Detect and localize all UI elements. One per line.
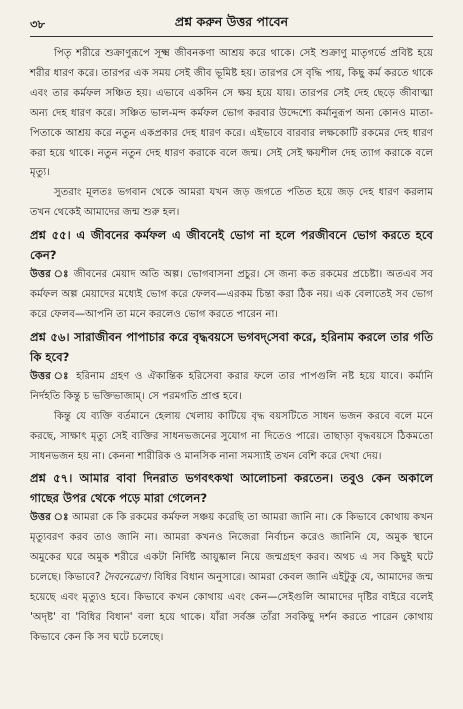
- answer-55-text: জীবনের মেয়াদ অতি অল্প। ভোগবাসনা প্রচুর। সে জন্য কত রকমের প্রচেষ্টা। অতএব সব কর্মফল অল্প মেয়াদের মধ্যেই ভোগ করে ফেলব—এরকম চিন্তা করা ঠিক নয়। এক বেলাতেই সব ভোগ করে ফেলব—আপনি তা মনে করলেও ভোগ করতে পারেন না।: [30, 269, 433, 320]
- question-55: প্রশ্ন ৫৫। এ জীবনের কর্মফল এ জীবনেই ভোগ না হলে পরজীবনে ভোগ করতে হবে কেন?: [30, 228, 433, 263]
- answer-label: উত্তর ঃ: [30, 512, 69, 524]
- answer-57-italic: দৈবনেত্রেণ।: [103, 572, 151, 584]
- paragraph-birth-begins: সুতরাং মূলতঃ ভগবান থেকে আমরা যখন জড় জগতে পতিত হয়ে জড় দেহ ধারণ করলাম তখন থেকেই আমাদের জন্ম শুরু হল।: [30, 187, 433, 219]
- answer-57: [30, 508, 433, 647]
- answer-56-text: হরিনাম গ্রহণ ও ঐকান্তিক হরিসেবা করার ফলে তার পাপগুলি নষ্ট হয়ে যাবে। কর্মানি নির্দহতি কিন্তু চ ভক্তিভাজাম্‌। সে পরমগতি প্রাপ্ত হবে।: [30, 370, 433, 402]
- page-body: [30, 44, 433, 648]
- answer-56: [30, 367, 433, 407]
- answer-57-text-pre: আমরা কে কি রকমের কর্মফল সঞ্চয় করেছি তা আমরা জানি না। কে কিভাবে কোথায় কখন মৃত্যুবরণ করব তাও জানি না। আমরা কখনও নিজেরা নির্বাচন করেও জানিনি যে, অমুক স্থানে অমুকের ঘরে অমুক শরীরে একটা নির্দিষ্ট আয়ুষ্কাল নিয়ে জন্মগ্রহণ করব। অথচ এ সব কিছুই ঘটে চলেছে। কিভাবে?: [30, 512, 434, 584]
- answer-label: উত্তর ঃ: [30, 269, 70, 281]
- page-header: [30, 14, 433, 36]
- answer-57-text-post: বিধির বিধান অনুসারে। আমরা কেবল জানি এইটুকু যে, আমাদের জন্ম হয়েছে এবং মৃত্যুও হবে। কিভাবে কখন কোথায় এবং কেন—সেইগুলি আমাদের দৃষ্টির বাইরে বলেই 'অদৃষ্ট' বা 'বিধির বিধান' বলা হয়ে থাকে। যাঁরা সর্বজ্ঞ তাঁরা সবকিছু দর্শন করতে পারেন কোথায় কিভাবে কেন কি সব ঘটে চলেছে।: [30, 572, 433, 643]
- paragraph-old-age: কিন্তু যে ব্যক্তি বর্তমানে হেলায় খেলায় কাটিয়ে বৃদ্ধ বয়সটিতে সাধন ভজন করবে বলে মনে করছে, সাক্ষাৎ মৃত্যু সেই ব্যক্তির সাধনভজনের সুযোগ না দিতেও পারে। তাছাড়া বৃদ্ধবয়সে ঠিকমতো সাধনভজন হয় না। কেননা শারীরিক ও মানসিক নানা সমস্যাই তখন বেশি করে দেখা দেয়।: [30, 410, 433, 462]
- answer-55: [30, 265, 433, 325]
- paragraph-rebirth: পিতৃ শরীরে শুক্রাণুরূপে সূক্ষ্ম জীবনকণা আশ্রয় করে থাকে। সেই শুক্রাণু মাতৃগর্ভে প্রবিষ্ট হয়ে শরীর ধারণ করে। তারপর এক সময় সেই জীব ভূমিষ্ট হয়। তারপর সে বৃদ্ধি পায়, কিছু কর্ম করতে থাকে এবং তার কর্মফল সঞ্চিত হয়। এভাবে একদিন সে ক্ষয় হয়ে যায়। তারপর সেই দেহ ছেড়ে জীবাত্মা অন্য দেহ ধারণ করে। সঞ্চিত ভাল-মন্দ কর্মফল ভোগ করবার উদ্দেশ্যে কর্মানুরূপ অন্য কোনও মাতা-পিতাকে আশ্রয় করে নতুন একপ্রকার দেহ ধারণ করে। এইভাবে বারবার লক্ষকোটি রকমের দেহ ধারণ করা হয়ে থাকে। নতুন নতুন দেহ ধারণ করাকে বলে জন্ম। সেই সেই ক্ষয়শীল দেহ ত্যাগ করাকে বলে মৃত্যু।: [30, 48, 433, 179]
- answer-label: উত্তর ঃ: [30, 370, 71, 382]
- header-rule: [30, 36, 433, 37]
- question-57: প্রশ্ন ৫৭। আমার বাবা দিনরাত ভগবৎকথা আলোচনা করতেন। তবুও কেন অকালে গাছের উপর থেকে পড়ে মারা গেলেন?: [30, 471, 433, 506]
- question-56: প্রশ্ন ৫৬। সারাজীবন পাপাচার করে বৃদ্ধবয়সে ভগবদ্‌সেবা করে, হরিনাম করলে তার গতি কি হবে?: [30, 329, 433, 364]
- running-title: প্রশ্ন করুন উত্তর পাবেন: [174, 14, 289, 29]
- page-number: ৩৮: [30, 17, 45, 31]
